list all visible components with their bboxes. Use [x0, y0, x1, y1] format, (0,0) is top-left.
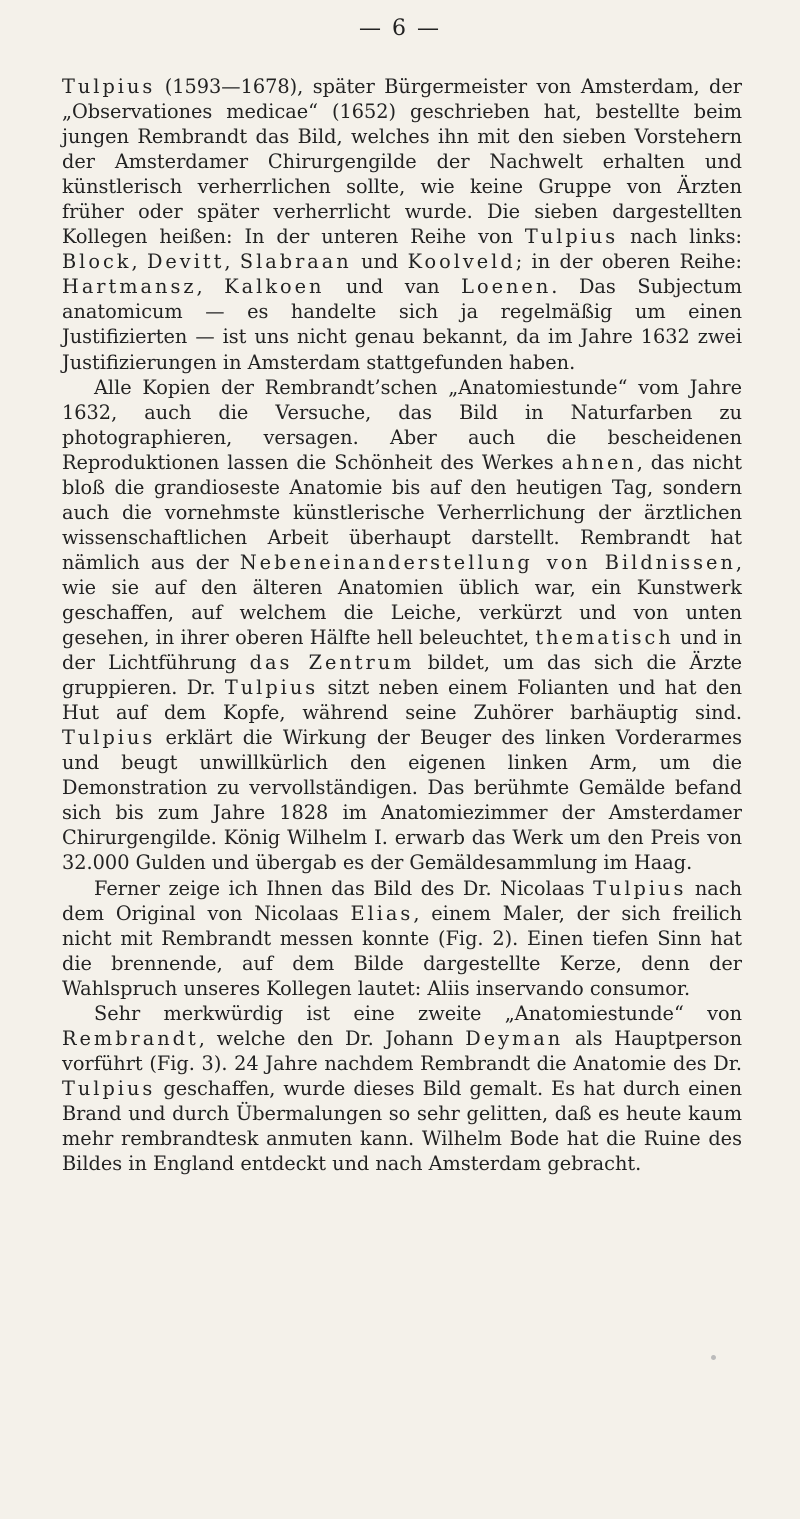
spaced-name: Nebeneinanderstellung von Bildnissen [239, 550, 736, 574]
spaced-name: Tulpius [62, 726, 156, 750]
text-run: , [196, 275, 225, 299]
text-run: sitzt neben einem Folianten und hat den Hut auf dem Kopfe, während seine Zuhörer barhäuptig sind. [62, 676, 743, 725]
spaced-name: Hartmansz [62, 275, 197, 299]
text-run: ; in der oberen Reihe: [515, 250, 743, 274]
spaced-name: Block [62, 250, 132, 274]
text-run: bildet, um das sich die Ärzte gruppieren. Dr. [62, 651, 743, 700]
text-run: , welche den Dr. Johann [198, 1026, 466, 1050]
print-speck [711, 1355, 716, 1360]
text-run: , wie sie auf den älteren Anatomien üblich war, ein Kunstwerk geschaffen, auf welchem die Leiche, verkürzt und von unten gesehen, in ihrer oberen Hälfte hell beleuchtet, [62, 550, 742, 650]
spaced-name: Tulpius [524, 225, 619, 249]
spaced-name: Tulpius [593, 876, 687, 900]
spaced-name: Elias [350, 901, 414, 925]
spaced-name: thematisch [535, 626, 674, 650]
text-run: , einem Maler, der sich freilich nicht mit Rembrandt messen konnte (Fig. 2). Einen tiefen Sinn hat die brennende, auf dem Bilde dargestellte Kerze, denn der Wahlspruch unseres Kollegen lautet: Aliis inservando consumor. [62, 901, 743, 1000]
text-run: , [131, 250, 147, 274]
paragraph [62, 74, 742, 375]
spaced-name: ahnen [561, 450, 637, 474]
spaced-name: Tulpius [224, 676, 319, 700]
spaced-name: Tulpius [62, 75, 156, 98]
text-run: Alle Kopien der Rembrandt’schen „Anatomiestunde“ vom Jahre 1632, auch die Versuche, das Bild in Naturfarben zu photographieren, versagen. Aber auch die bescheidenen Reproduktionen lassen die Schönheit des Werkes [62, 375, 742, 474]
paragraph [62, 375, 742, 876]
text-run: , [224, 250, 240, 274]
text-run: Sehr merkwürdig ist eine zweite „Anatomiestunde“ von [94, 1001, 742, 1025]
paragraph [62, 876, 742, 1001]
spaced-name: Loenen [461, 275, 552, 299]
spaced-name: Rembrandt [62, 1026, 199, 1050]
text-run: Ferner zeige ich Ihnen das Bild des Dr. Nicolaas [94, 876, 594, 900]
text-run: , das nicht bloß die grandioseste Anatomie bis auf den heutigen Tag, sondern auch die vornehmste künstlerische Verherrlichung der ärztlichen wissenschaftlichen Arbeit überhaupt darstellt. Rembrandt hat nämlich aus der [62, 450, 742, 574]
spaced-name: Deyman [465, 1026, 564, 1050]
text-run: und van [324, 275, 462, 299]
paragraph [62, 1001, 742, 1176]
text-run: als Hauptperson vorführt (Fig. 3). 24 Jahre nachdem Rembrandt die Anatomie des Dr. [62, 1026, 742, 1075]
spaced-name: Slabraan [239, 250, 352, 274]
text-run: und in der Lichtführung [62, 626, 742, 675]
spaced-name: Kalkoen [224, 275, 325, 299]
body-text [62, 74, 742, 1176]
spaced-name: das Zentrum [249, 651, 415, 675]
text-run: . Das Subjectum anatomicum — es handelte sich ja regelmäßig um einen Justifizierten — ist uns nicht genau bekannt, da im Jahre 1632 zwei Justifizierungen in Amsterdam stattgefunden haben. [62, 275, 742, 374]
spaced-name: Koolveld [407, 250, 516, 274]
text-run: nach links: [618, 225, 742, 249]
spaced-name: Devitt [146, 250, 225, 274]
page-number: — 6 — [359, 16, 441, 41]
text-run: geschaffen, wurde dieses Bild gemalt. Es hat durch einen Brand und durch Übermalungen so sehr gelitten, daß es heute kaum mehr rembrandtesk anmuten kann. Wilhelm Bode hat die Ruine des Bildes in England entdeckt und nach Amsterdam gebracht. [62, 1076, 742, 1176]
text-run: erklärt die Wirkung der Beuger des linken Vorderarmes und beugt unwillkürlich den eigenen linken Arm, um die Demonstration zu vervollständigen. Das berühmte Gemälde befand sich bis zum Jahre 1828 im Anatomiezimmer der Amsterdamer Chirurgengilde. König Wilhelm I. erwarb das Werk um den Preis von 32.000 Gulden und übergab es der Gemäldesammlung im Haag. [62, 726, 742, 875]
spaced-name: Tulpius [62, 1076, 156, 1100]
text-run: nach dem Original von Nicolaas [62, 876, 743, 925]
text-run: (1593—1678), später Bürgermeister von Amsterdam, der „Observationes medicae“ (1652) geschrieben hat, bestellte beim jungen Rembrandt das Bild, welches ihn mit den sieben Vorstehern der Amsterdamer Chirurgengilde der Nachwelt erhalten und künstlerisch verherrlichen sollte, wie keine Gruppe von Ärzten früher oder später verherrlicht wurde. Die sieben dargestellten Kollegen heißen: In der unteren Reihe von [62, 75, 742, 249]
text-run: und [351, 250, 408, 274]
